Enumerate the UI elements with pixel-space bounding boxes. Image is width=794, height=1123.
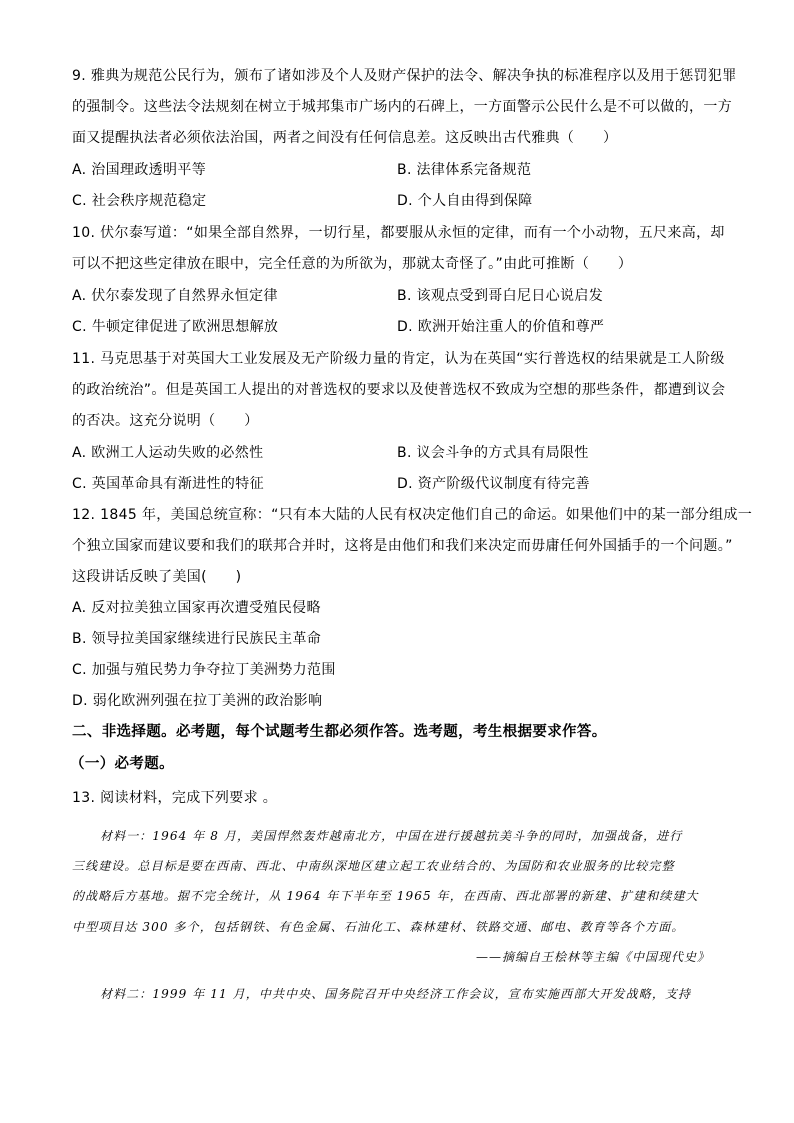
material1-line-4: 中型项目达 300 多个，包括钢铁、有色金属、石油化工、森林建材、铁路交通、邮电、教育等各个方面。 — [72, 920, 685, 934]
q9-option-c: C. 社会秩序规范稳定 — [72, 193, 207, 209]
material1-source: ——摘编自王桧林等主编《中国现代史》 — [475, 950, 710, 964]
q9-stem-line-1: 9. 雅典为规范公民行为，颁布了诸如涉及个人及财产保护的法令、解决争执的标准程序以及用于惩罚犯罪 — [72, 68, 737, 84]
section-heading: 二、非选择题。必考题，每个试题考生都必须作答。选考题，考生根据要求作答。 — [72, 724, 607, 740]
material1-line-1: 材料一：1964 年 8 月，美国悍然轰炸越南北方，中国在进行援越抗美斗争的同时，加强战备，进行 — [100, 829, 683, 843]
q12-option-b: B. 领导拉美国家继续进行民族民主革命 — [72, 631, 322, 647]
q12-option-c: C. 加强与殖民势力争夺拉丁美洲势力范围 — [72, 662, 336, 678]
q10-option-c: C. 牛顿定律促进了欧洲思想解放 — [72, 319, 279, 335]
q9-option-b: B. 法律体系完备规范 — [397, 162, 532, 178]
q11-stem-line-2: 的政治统治”。但是英国工人提出的对普选权的要求以及使普选权不致成为空想的那些条件，都遭到议会 — [72, 382, 726, 398]
material1-line-2: 三线建设。总目标是要在西南、西北、中南纵深地区建立起工农业结合的、为国防和农业服务的比较完整 — [72, 859, 675, 873]
q13-intro: 13. 阅读材料，完成下列要求 。 — [72, 790, 278, 806]
q9-option-d: D. 个人自由得到保障 — [397, 193, 533, 209]
q10-option-d: D. 欧洲开始注重人的价值和尊严 — [397, 319, 605, 335]
subsection-heading: （一）必考题。 — [70, 756, 174, 772]
q11-option-d: D. 资产阶级代议制度有待完善 — [397, 476, 590, 492]
q12-option-a: A. 反对拉美独立国家再次遭受殖民侵略 — [72, 600, 321, 616]
q11-stem-line-1: 11. 马克思基于对英国大工业发展及无产阶级力量的肯定，认为在英国“实行普选权的结果就是工人阶级 — [72, 351, 725, 367]
q11-option-c: C. 英国革命具有渐进性的特征 — [72, 476, 264, 492]
q12-option-d: D. 弱化欧洲列强在拉丁美洲的政治影响 — [72, 693, 323, 709]
q12-stem-line-1: 12. 1845 年，美国总统宣称：“只有本大陆的人民有权决定他们自己的命运。如果他们中的某一部分组成一 — [72, 507, 753, 523]
q9-stem-line-3: 面又提醒执法者必须依法治国，两者之间没有任何信息差。这反映出古代雅典（ ） — [72, 130, 618, 146]
q9-option-a: A. 治国理政透明平等 — [72, 162, 207, 178]
material1-line-3: 的战略后方基地。据不完全统计，从 1964 年下半年至 1965 年，在西南、西北部署的新建、扩建和续建大 — [72, 889, 699, 903]
q10-option-b: B. 该观点受到哥白尼日心说启发 — [397, 288, 604, 304]
q12-stem-line-2: 个独立国家而建议要和我们的联邦合并时，这将是由他们和我们来决定而毋庸任何外国插手的一个问题。” — [72, 538, 733, 554]
q10-stem-line-2: 可以不把这些定律放在眼中，完全任意的为所欲为，那就太奇怪了。”由此可推断（ ） — [72, 256, 633, 272]
q11-option-b: B. 议会斗争的方式具有局限性 — [397, 445, 589, 461]
q10-option-a: A. 伏尔泰发现了自然界永恒定律 — [72, 288, 278, 304]
q11-stem-line-3: 的否决。这充分说明（ ） — [72, 413, 259, 429]
q10-stem-line-1: 10. 伏尔泰写道：“如果全部自然界，一切行星，都要服从永恒的定律，而有一个小动物，五尺来高，却 — [72, 225, 725, 241]
q9-stem-line-2: 的强制令。这些法令法规刻在树立于城邦集市广场内的石碑上，一方面警示公民什么是不可以做的，一方 — [72, 99, 733, 115]
q11-option-a: A. 欧洲工人运动失败的必然性 — [72, 445, 264, 461]
material2-line-1: 材料二：1999 年 11 月，中共中央、国务院召开中央经济工作会议，宣布实施西部大开发战略，支持 — [100, 987, 692, 1001]
q12-stem-line-3: 这段讲话反映了美国( ) — [72, 569, 242, 585]
